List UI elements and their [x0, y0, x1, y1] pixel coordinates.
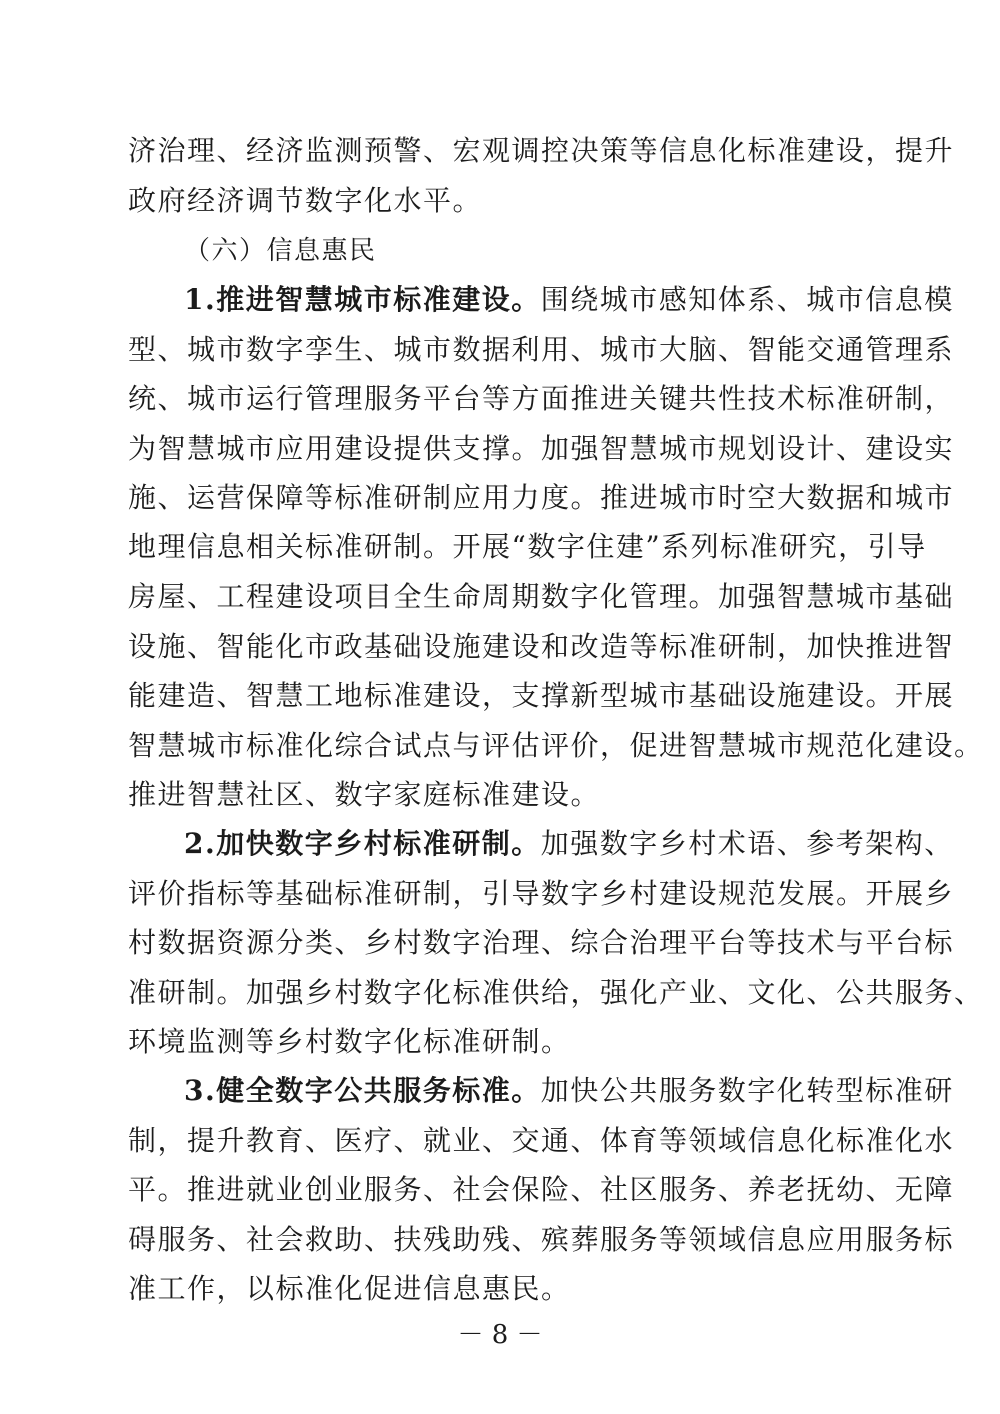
paragraph-line: 准工作，以标准化促进信息惠民。: [128, 1272, 571, 1305]
paragraph-line: 准研制。加强乡村数字化标准供给，强化产业、文化、公共服务、: [128, 976, 984, 1009]
paragraph-line: 设施、智能化市政基础设施建设和改造等标准研制，加快推进智: [128, 630, 955, 663]
paragraph-line: 济治理、经济监测预警、宏观调控决策等信息化标准建设，提升: [128, 134, 955, 167]
paragraph-line: 地理信息相关标准研制。开展“数字住建”系列标准研究，引导: [128, 530, 927, 563]
paragraph-line: 推进智慧社区、数字家庭标准建设。: [128, 778, 601, 811]
subheading-digital-village: 2.加快数字乡村标准研制。: [184, 827, 541, 860]
paragraph-line: 制，提升教育、医疗、就业、交通、体育等领域信息化标准化水: [128, 1124, 955, 1157]
paragraph-line: 政府经济调节数字化水平。: [128, 184, 483, 217]
page-number: － 8 －: [457, 1320, 543, 1350]
paragraph-line-text: 围绕城市感知体系、城市信息模: [540, 283, 954, 316]
paragraph-line: 环境监测等乡村数字化标准研制。: [128, 1025, 571, 1058]
paragraph-line: [184, 1071, 954, 1111]
paragraph-line: 村数据资源分类、乡村数字治理、综合治理平台等技术与平台标: [128, 926, 955, 959]
paragraph-line: 统、城市运行管理服务平台等方面推进关键共性技术标准研制，: [128, 382, 955, 415]
paragraph-line: 施、运营保障等标准研制应用力度。推进城市时空大数据和城市: [128, 481, 955, 514]
subheading-smart-city: 1.推进智慧城市标准建设。: [184, 283, 541, 316]
paragraph-line: [184, 280, 954, 320]
paragraph-line-text: 加强数字乡村术语、参考架构、: [540, 827, 954, 860]
paragraph-line: 智慧城市标准化综合试点与评估评价，促进智慧城市规范化建设。: [128, 729, 984, 762]
paragraph-line: 房屋、工程建设项目全生命周期数字化管理。加强智慧城市基础: [128, 580, 955, 613]
paragraph-line: 平。推进就业创业服务、社会保险、社区服务、养老抚幼、无障: [128, 1173, 955, 1206]
paragraph-line: 能建造、智慧工地标准建设，支撑新型城市基础设施建设。开展: [128, 679, 955, 712]
subheading-public-service: 3.健全数字公共服务标准。: [184, 1074, 541, 1107]
paragraph-line: [184, 824, 954, 864]
paragraph-line: 碍服务、社会救助、扶残助残、殡葬服务等领域信息应用服务标: [128, 1223, 955, 1256]
paragraph-line-text: 加快公共服务数字化转型标准研: [540, 1074, 954, 1107]
section-heading: （六）信息惠民: [184, 236, 377, 266]
paragraph-line: 为智慧城市应用建设提供支撑。加强智慧城市规划设计、建设实: [128, 432, 955, 465]
paragraph-line: 型、城市数字孪生、城市数据利用、城市大脑、智能交通管理系: [128, 333, 955, 366]
paragraph-line: 评价指标等基础标准研制，引导数字乡村建设规范发展。开展乡: [128, 877, 955, 910]
